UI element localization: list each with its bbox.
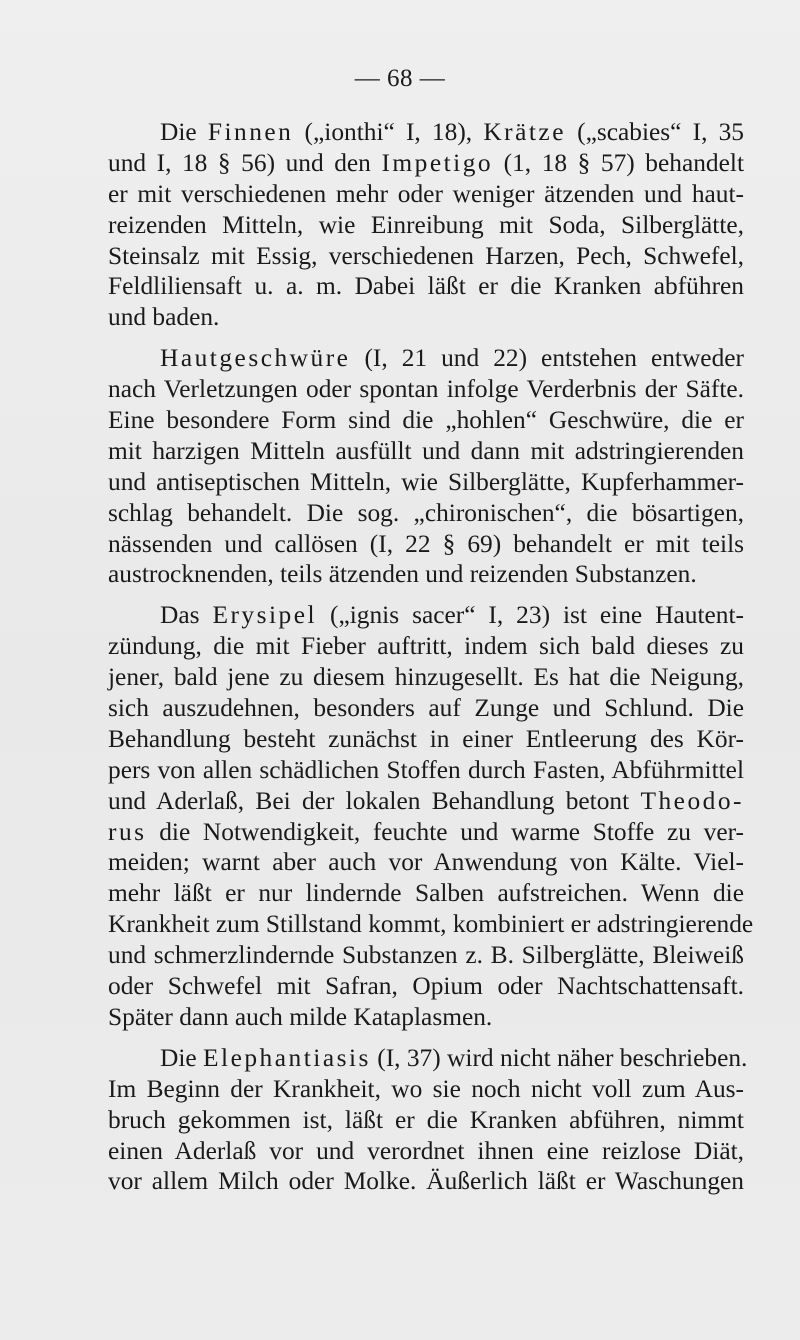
text-run: nach Verletzungen oder spontan infolge Verderbnis der Säfte.	[108, 375, 744, 404]
text-line	[108, 1136, 744, 1167]
text-run: pers von allen schädlichen Stoffen durch Fasten, Abführmittel	[108, 755, 744, 784]
text-line	[108, 148, 744, 179]
text-run: er mit verschiedenen mehr oder weniger ätzenden und haut-	[108, 179, 744, 208]
text-line	[108, 559, 744, 590]
text-run: (I, 37) wird nicht näher beschrieben.	[370, 1043, 748, 1072]
text-run: und antiseptischen Mitteln, wie Silberglätte, Kupferhammer-	[108, 467, 744, 496]
text-line	[108, 436, 744, 467]
text-run: meiden; warnt aber auch vor Anwendung von Kälte. Viel-	[108, 848, 744, 877]
paragraph	[108, 600, 754, 1032]
emphasized-term: Theodo-	[640, 786, 744, 815]
text-line	[108, 302, 744, 333]
text-run: Steinsalz mit Essig, verschiedenen Harzen, Pech, Schwefel,	[108, 241, 744, 270]
text-run: die Notwendigkeit, feuchte und warme Stoffe zu ver-	[146, 817, 744, 846]
text-line	[108, 1074, 744, 1105]
text-run: sich auszudehnen, besonders auf Zunge und Schlund. Die	[108, 694, 744, 723]
text-run: mehr läßt er nur lindernde Salben aufstreichen. Wenn die	[108, 879, 744, 908]
emphasized-term: Finnen	[207, 118, 294, 146]
text-run: reizenden Mitteln, wie Einreibung mit Soda, Silberglätte,	[108, 210, 744, 239]
text-line	[108, 786, 744, 817]
text-run: Eine besondere Form sind die „hohlen“ Geschwüre, die er	[108, 406, 744, 435]
text-line	[108, 909, 754, 940]
text-line	[108, 1166, 744, 1197]
text-run: nässenden und callösen (I, 22 § 69) behandelt er mit teils	[108, 529, 744, 558]
text-line	[108, 940, 744, 971]
text-line	[108, 1043, 748, 1074]
text-line	[108, 117, 744, 148]
text-line	[108, 631, 744, 662]
text-run: Feldliliensaft u. a. m. Dabei läßt er die Kranken abführen	[108, 272, 744, 301]
text-run: Krankheit zum Stillstand kommt, kombiniert er adstringierende	[108, 910, 754, 939]
text-run: Behandlung besteht zunächst in einer Entleerung des Kör-	[108, 724, 744, 753]
text-run: Die	[160, 118, 208, 146]
page-number: — 68 —	[354, 65, 446, 92]
text-line	[108, 271, 744, 302]
text-run: Im Beginn der Krankheit, wo sie noch nicht voll zum Aus-	[108, 1074, 744, 1103]
text-run: (1, 18 § 57) behandelt	[493, 148, 744, 177]
text-run: (I, 21 und 22) entstehen entweder	[350, 344, 744, 373]
paragraph	[108, 1043, 748, 1197]
text-line	[108, 405, 744, 436]
text-run: jener, bald jene zu diesem hinzugesellt. Es hat die Neigung,	[108, 663, 744, 692]
text-run: austrocknenden, teils ätzenden und reizenden Substanzen.	[108, 560, 697, 589]
text-line	[108, 662, 744, 693]
text-run: oder Schwefel mit Safran, Opium oder Nachtschattensaft.	[108, 972, 744, 1001]
text-run: und baden.	[108, 303, 220, 332]
text-run: („scabies“ I, 35	[565, 118, 744, 146]
text-line	[108, 179, 744, 210]
text-run: und I, 18 § 56) und den	[108, 148, 382, 177]
text-line	[108, 755, 744, 786]
text-line	[108, 467, 744, 498]
text-run: („ionthi“ I, 18),	[293, 118, 484, 146]
text-line	[108, 971, 744, 1002]
text-line	[108, 210, 744, 241]
paragraph	[108, 343, 744, 590]
text-run: einen Aderlaß vor und verordnet ihnen eine reizlose Diät,	[108, 1136, 744, 1165]
text-line	[108, 498, 744, 529]
paragraph	[108, 117, 744, 333]
text-run: und schmerzlindernde Substanzen z. B. Silberglätte, Bleiweiß	[108, 941, 744, 970]
emphasized-term: Krätze	[483, 118, 566, 146]
text-line	[108, 1105, 744, 1136]
text-line	[108, 343, 744, 374]
text-line	[108, 878, 744, 909]
text-line	[108, 693, 744, 724]
text-run: Die	[160, 1043, 204, 1072]
text-run: Das	[160, 601, 213, 630]
text-line	[108, 817, 744, 848]
emphasized-term: Erysipel	[212, 601, 318, 630]
text-run: zündung, die mit Fieber auftritt, indem sich bald dieses zu	[108, 632, 744, 661]
text-run: und Aderlaß, Bei der lokalen Behandlung betont	[108, 786, 641, 815]
body-text	[108, 117, 754, 1197]
text-run: vor allem Milch oder Molke. Äußerlich läßt er Waschungen	[108, 1167, 744, 1196]
text-run: bruch gekommen ist, läßt er die Kranken abführen, nimmt	[108, 1105, 744, 1134]
emphasized-term: rus	[108, 817, 147, 846]
text-run: Später dann auch milde Kataplasmen.	[108, 1002, 493, 1031]
text-line	[108, 724, 744, 755]
text-run: mit harzigen Mitteln ausfüllt und dann mit adstringierenden	[108, 436, 744, 465]
text-run: schlag behandelt. Die sog. „chironischen“, die bösartigen,	[108, 498, 744, 527]
text-line	[108, 600, 744, 631]
emphasized-term: Impetigo	[381, 148, 494, 177]
emphasized-term: Elephantiasis	[203, 1043, 371, 1072]
text-run: („ignis sacer“ I, 23) ist eine Hautent-	[317, 601, 744, 630]
text-line	[108, 1002, 744, 1033]
text-line	[108, 241, 744, 272]
text-line	[108, 374, 744, 405]
emphasized-term: Hautgeschwüre	[160, 344, 351, 373]
text-line	[108, 529, 744, 560]
text-line	[108, 847, 744, 878]
